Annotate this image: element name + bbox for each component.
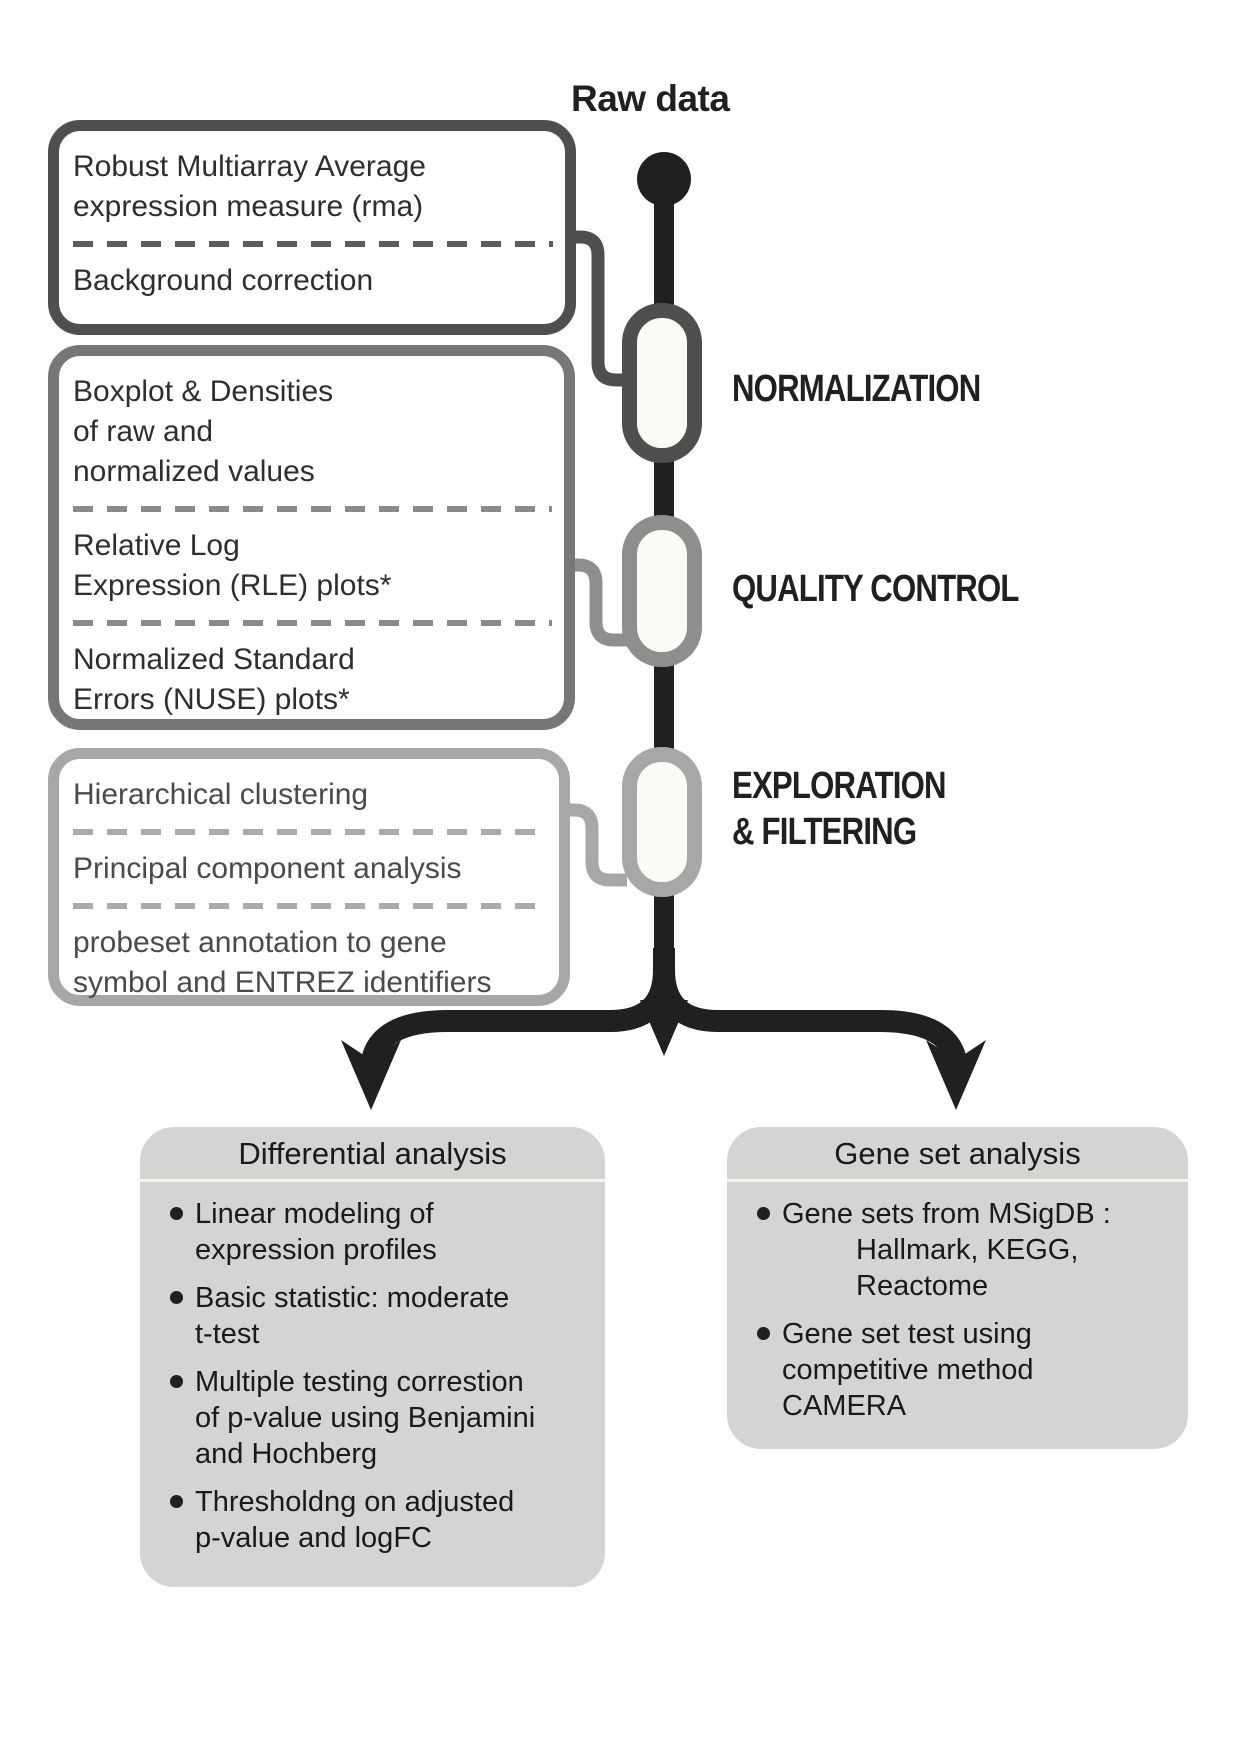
step-line: probeset annotation to gene [73, 926, 447, 959]
bullet-icon [757, 1207, 770, 1220]
result-box-body [140, 1182, 605, 1556]
fork-notch [640, 1000, 688, 1056]
bullet-icon [170, 1291, 183, 1304]
step-section-pca [73, 843, 547, 895]
result-box-gene-set-analysis [727, 1127, 1188, 1449]
step-line: Principal component analysis [73, 852, 462, 885]
dashed-divider [73, 829, 547, 835]
bullet-item [170, 1364, 589, 1472]
step-box-normalization [48, 120, 576, 335]
step-line: Robust Multiarray Average [73, 150, 426, 183]
step-line: Relative Log [73, 529, 240, 562]
bullet-line: t-test [195, 1318, 260, 1350]
stage-node-normalization [630, 311, 695, 456]
connector-quality-control-hook [569, 565, 627, 640]
step-line: Boxplot & Densities [73, 375, 334, 408]
stage-label-quality-control [732, 566, 1019, 612]
bullet-line: of p-value using Benjamini [195, 1402, 536, 1434]
step-line: Background correction [73, 264, 374, 297]
bullet-line: CAMERA [782, 1390, 907, 1422]
bullet-line: Gene sets from MSigDB : [782, 1198, 1111, 1230]
stage-label-line: NORMALIZATION [732, 368, 981, 410]
bullet-icon [170, 1375, 183, 1388]
bullet-line: and Hochberg [195, 1438, 378, 1470]
step-line: Normalized Standard [73, 643, 355, 676]
bullet-line: competitive method [782, 1354, 1034, 1386]
stage-node-quality-control [630, 523, 695, 660]
bullet-item [170, 1196, 589, 1268]
step-section-rle [73, 520, 552, 612]
step-box-quality-control [48, 345, 575, 730]
branch-right [664, 948, 957, 1068]
result-box-differential-analysis [140, 1127, 605, 1587]
bullet-line: Gene set test using [782, 1318, 1032, 1350]
bullet-line: Thresholdng on adjusted [195, 1486, 515, 1518]
step-line: normalized values [73, 455, 315, 488]
step-box-exploration [48, 748, 570, 1006]
bullet-line: Hallmark, KEGG, [856, 1234, 1079, 1266]
step-section-rma [73, 141, 553, 233]
raw-data-node [637, 152, 691, 206]
bullet-icon [170, 1495, 183, 1508]
dashed-divider [73, 506, 552, 512]
stage-label-exploration-filtering [732, 763, 946, 855]
dashed-divider [73, 241, 553, 247]
result-box-title: Gene set analysis [834, 1136, 1081, 1171]
bullet-icon [170, 1207, 183, 1220]
step-section-annotation [73, 917, 547, 1009]
bullet-item [170, 1484, 589, 1556]
raw-data-label: Raw data [571, 78, 730, 119]
bullet-line: Linear modeling of [195, 1198, 434, 1230]
bullet-item [757, 1196, 1172, 1304]
connector-normalization-hook [570, 237, 627, 380]
stage-label-line: & FILTERING [732, 811, 917, 853]
bullet-line: expression profiles [195, 1234, 437, 1266]
stage-node-exploration [630, 755, 695, 890]
step-line: of raw and [73, 415, 214, 448]
step-section-boxplot [73, 366, 552, 498]
step-line: expression measure (rma) [73, 190, 424, 223]
step-line: symbol and ENTREZ identifiers [73, 966, 492, 999]
bullet-icon [757, 1327, 770, 1340]
bullet-line: Multiple testing correstion [195, 1366, 524, 1398]
bullet-line: Basic statistic: moderate [195, 1282, 510, 1314]
stage-label-line: EXPLORATION [732, 765, 946, 807]
step-section-nuse [73, 634, 552, 726]
step-line: Errors (NUSE) plots* [73, 683, 350, 716]
step-section-clustering [73, 769, 547, 821]
step-section-background-correction [73, 255, 553, 307]
dashed-divider [73, 620, 552, 626]
dashed-divider [73, 903, 547, 909]
stage-label-line: QUALITY CONTROL [732, 568, 1019, 610]
bullet-item [170, 1280, 589, 1352]
stage-label-normalization [732, 366, 980, 412]
bullet-line: p-value and logFC [195, 1522, 432, 1554]
bullet-line: Reactome [856, 1270, 989, 1302]
result-box-title: Differential analysis [238, 1136, 507, 1171]
result-box-body [727, 1182, 1188, 1424]
connector-exploration-hook [566, 810, 627, 880]
step-line: Hierarchical clustering [73, 778, 369, 811]
bullet-item [757, 1316, 1172, 1424]
step-line: Expression (RLE) plots* [73, 569, 392, 602]
